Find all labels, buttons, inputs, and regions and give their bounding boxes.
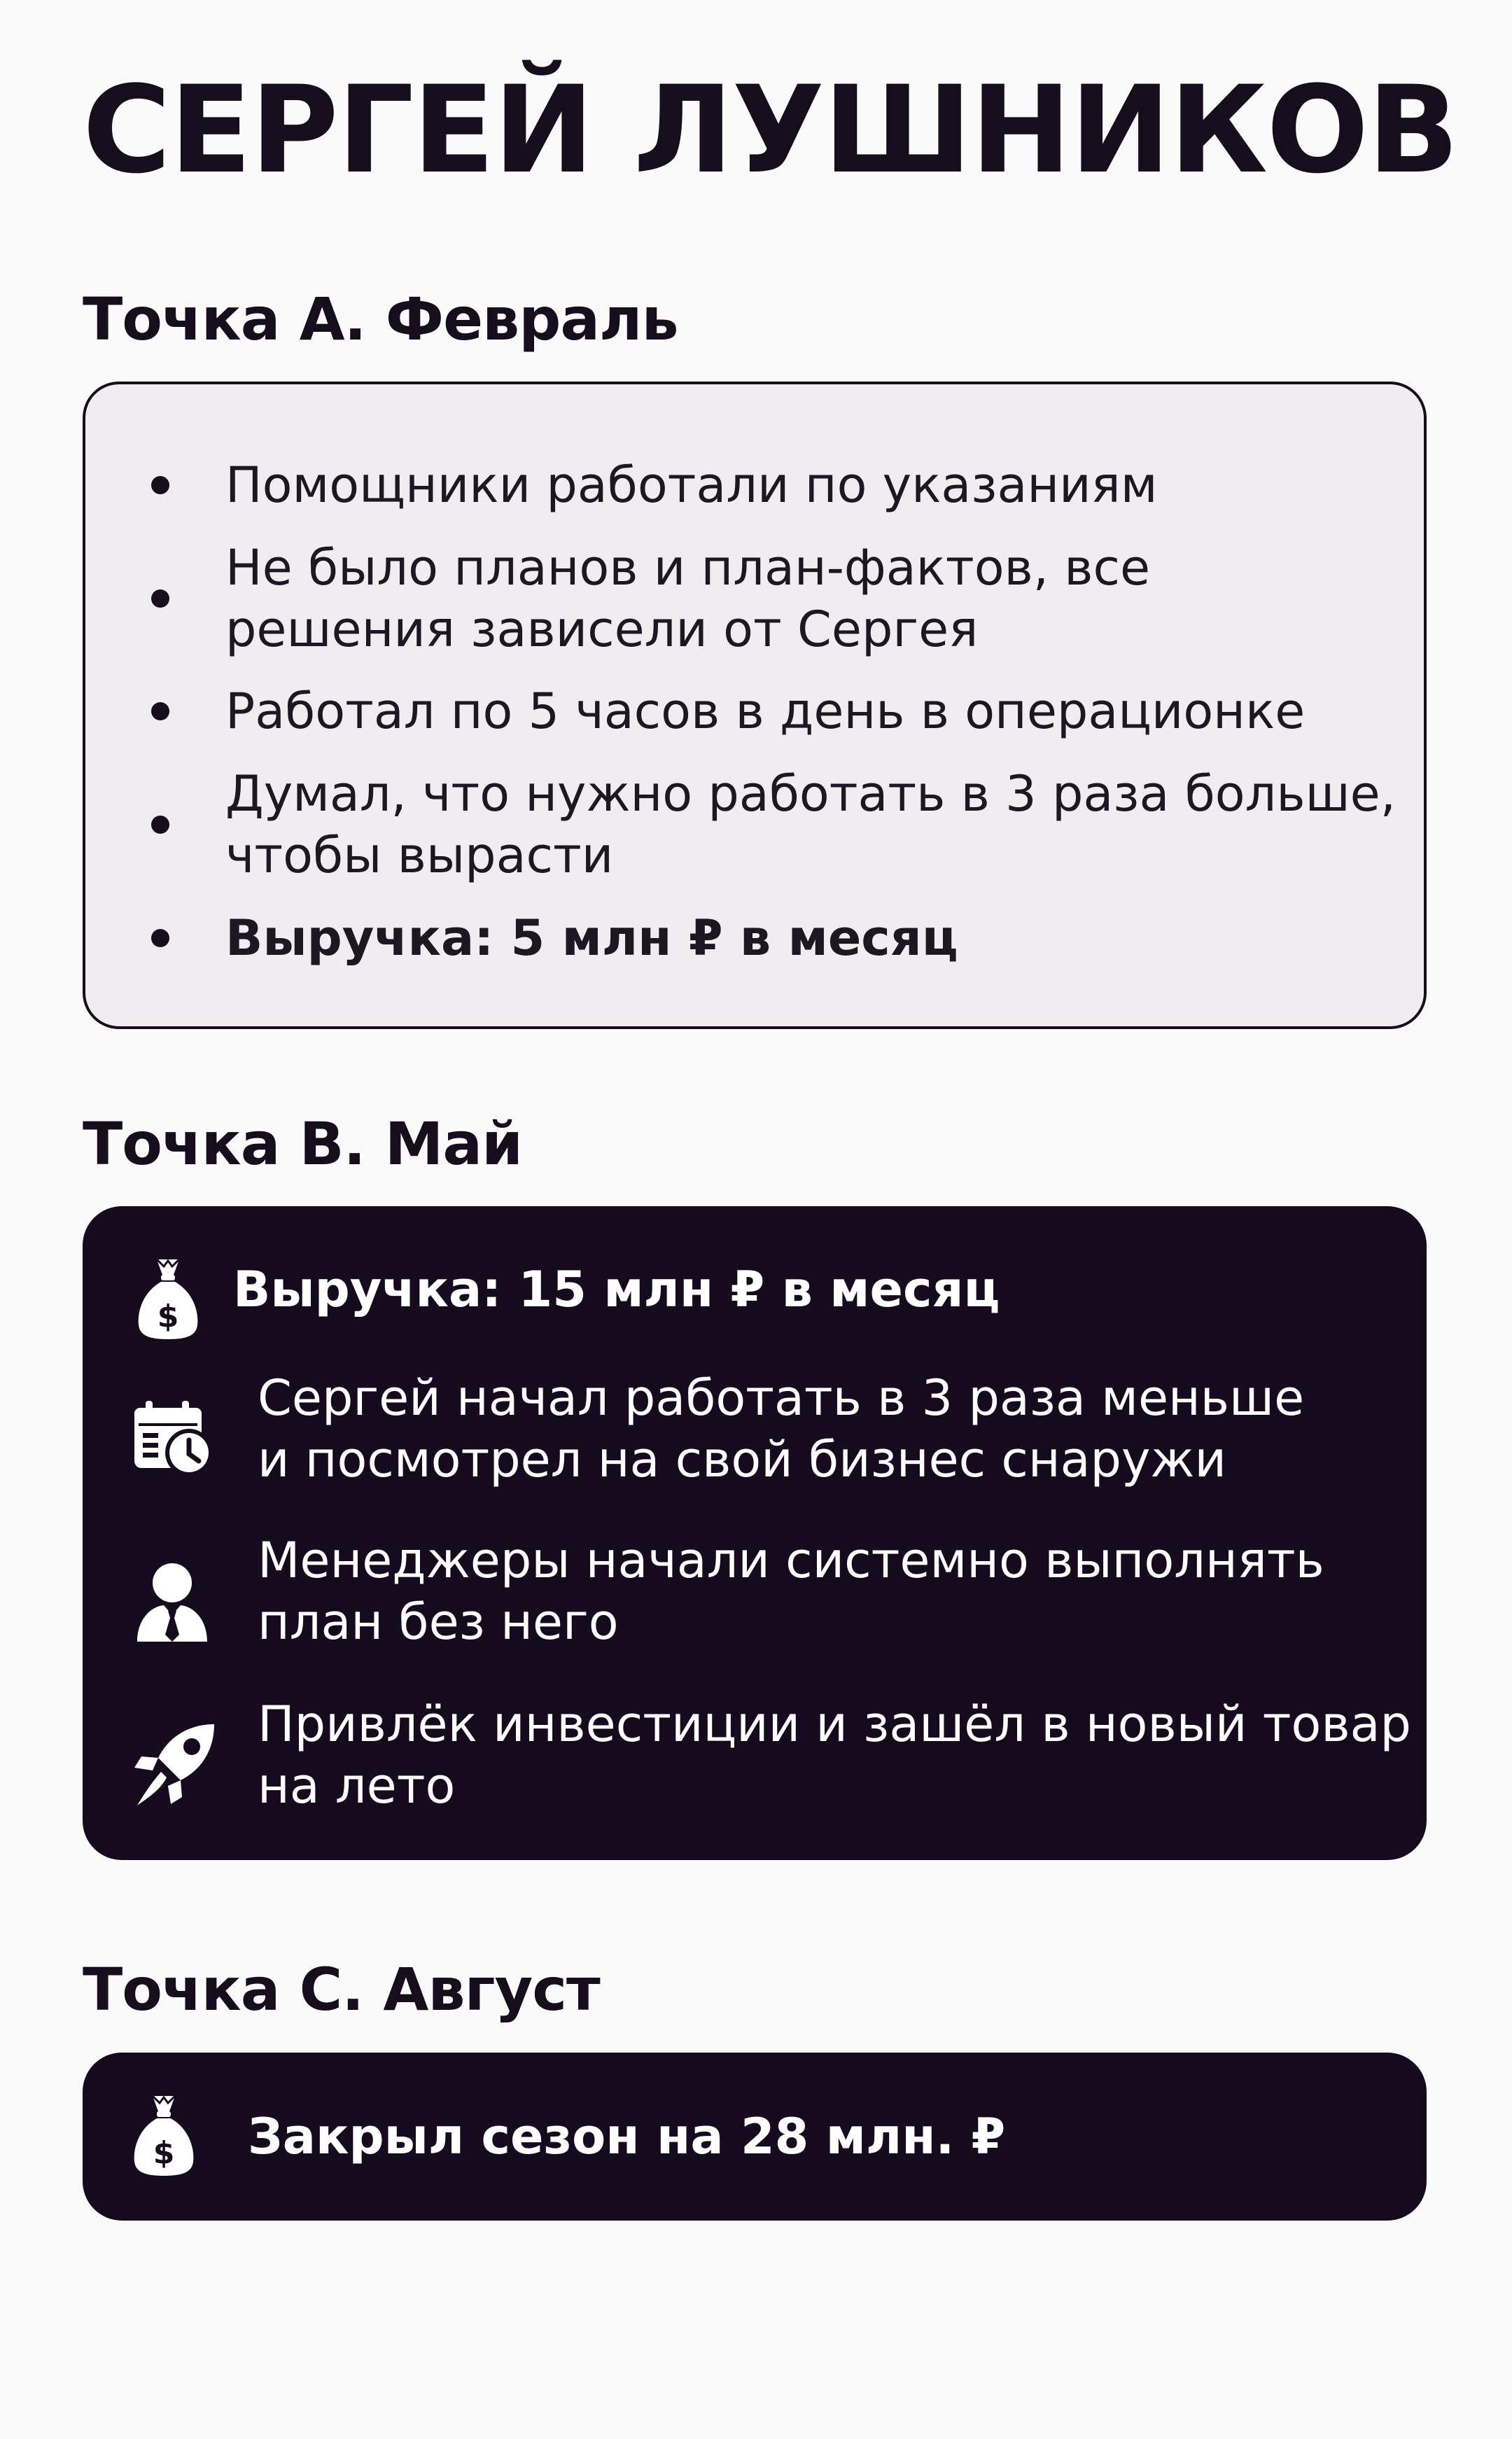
section-b-heading: Точка В. Май	[83, 1110, 522, 1178]
bullet-text-line: чтобы вырасти	[225, 827, 614, 884]
section-b-row-managers	[83, 1523, 1427, 1663]
section-a-heading: Точка А. Февраль	[83, 285, 678, 354]
section-c-season-text: Закрыл сезон на 28 млн. ₽	[248, 2108, 1006, 2165]
bullet-dot	[151, 702, 169, 720]
section-c-row-season	[83, 2053, 1427, 2221]
page-title: СЕРГЕЙ ЛУШНИКОВ	[83, 60, 1458, 200]
bullet-text-line: Помощники работали по указаниям	[225, 456, 1158, 514]
svg-text:$: $	[157, 1299, 179, 1334]
bullet-item	[225, 763, 1401, 886]
bullet-dot	[151, 929, 169, 947]
rocket-icon	[133, 1721, 217, 1808]
bullet-dot	[151, 816, 169, 834]
manager-icon	[136, 1562, 209, 1643]
section-b-row-revenue	[83, 1206, 1427, 1346]
section-b-managers-line: Менеджеры начали системно выполнять	[258, 1532, 1324, 1589]
bullet-text-line: решения зависели от Сергея	[225, 601, 979, 658]
bullet-item	[225, 680, 1401, 742]
svg-text:$: $	[153, 2135, 175, 2171]
section-c-heading: Точка С. Август	[83, 1955, 600, 2024]
section-b-row-work-less	[83, 1360, 1427, 1500]
bullet-item	[225, 537, 1401, 660]
bullet-text-line: Работал по 5 часов в день в операционке	[225, 683, 1306, 740]
money-bag-icon	[136, 1257, 200, 1341]
calendar-clock-icon	[132, 1399, 216, 1476]
money-bag-icon	[132, 2093, 196, 2177]
bullet-item-revenue	[225, 907, 1401, 969]
section-b-revenue-text: Выручка: 15 млн ₽ в месяц	[233, 1261, 1000, 1318]
bullet-text-line: Думал, что нужно работать в 3 раза больше,	[225, 765, 1396, 823]
section-b-work-less-line: Сергей начал работать в 3 раза меньше	[258, 1369, 1305, 1427]
section-b-row-investments	[83, 1686, 1427, 1826]
bullet-item	[225, 454, 1401, 516]
section-a-card	[83, 382, 1427, 1029]
section-b-investments-line: на лето	[258, 1757, 456, 1815]
section-b-card	[83, 1206, 1427, 1860]
section-b-work-less-line: и посмотрел на свой бизнес снаружи	[258, 1431, 1226, 1488]
bullet-text-line: Выручка: 5 млн ₽ в месяц	[225, 909, 958, 967]
section-c-card	[83, 2053, 1427, 2221]
section-b-investments-line: Привлёк инвестиции и зашёл в новый товар	[258, 1696, 1411, 1753]
bullet-text-line: Не было планов и план-фактов, все	[225, 539, 1151, 596]
section-b-managers-line: план без него	[258, 1593, 619, 1651]
bullet-dot	[151, 476, 169, 494]
bullet-dot	[151, 589, 169, 608]
